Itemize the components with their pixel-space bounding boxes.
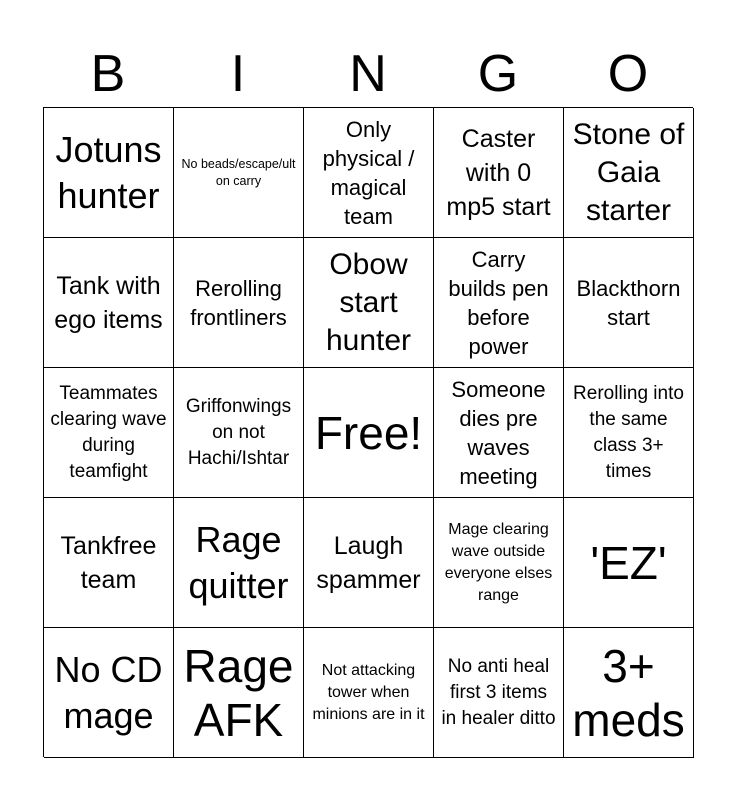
- header-letter-i: I: [230, 45, 246, 103]
- bingo-cell[interactable]: Teammates clearing wave during teamfight: [44, 368, 174, 498]
- header-letter-g: G: [477, 45, 519, 103]
- bingo-cell[interactable]: Jotuns hunter: [44, 108, 174, 238]
- bingo-cell[interactable]: Someone dies pre waves meeting: [434, 368, 564, 498]
- bingo-cell[interactable]: 'EZ': [564, 498, 694, 628]
- bingo-cell[interactable]: Not attacking tower when minions are in it: [304, 628, 434, 758]
- free-space[interactable]: Free!: [304, 368, 434, 498]
- bingo-cell[interactable]: Rage AFK: [174, 628, 304, 758]
- header-letter-o: O: [607, 45, 649, 103]
- bingo-cell[interactable]: Blackthorn start: [564, 238, 694, 368]
- bingo-cell[interactable]: Mage clearing wave outside everyone elses range: [434, 498, 564, 628]
- bingo-cell[interactable]: Carry builds pen before power: [434, 238, 564, 368]
- bingo-cell[interactable]: Only physical / magical team: [304, 108, 434, 238]
- bingo-cell[interactable]: Rage quitter: [174, 498, 304, 628]
- bingo-cell[interactable]: Stone of Gaia starter: [564, 108, 694, 238]
- bingo-header: [43, 44, 693, 104]
- bingo-cell[interactable]: No beads/escape/ult on carry: [174, 108, 304, 238]
- bingo-cell[interactable]: Tank with ego items: [44, 238, 174, 368]
- bingo-cell[interactable]: Rerolling frontliners: [174, 238, 304, 368]
- bingo-cell[interactable]: Tankfree team: [44, 498, 174, 628]
- bingo-cell[interactable]: Laugh spammer: [304, 498, 434, 628]
- header-letter-n: N: [349, 45, 387, 103]
- bingo-cell[interactable]: Caster with 0 mp5 start: [434, 108, 564, 238]
- bingo-cell[interactable]: No CD mage: [44, 628, 174, 758]
- bingo-cell[interactable]: 3+ meds: [564, 628, 694, 758]
- bingo-cell[interactable]: No anti heal first 3 items in healer ditto: [434, 628, 564, 758]
- bingo-cell[interactable]: Rerolling into the same class 3+ times: [564, 368, 694, 498]
- header-letter-b: B: [90, 45, 126, 103]
- bingo-cell[interactable]: Griffonwings on not Hachi/Ishtar: [174, 368, 304, 498]
- bingo-card: [43, 107, 693, 757]
- bingo-cell[interactable]: Obow start hunter: [304, 238, 434, 368]
